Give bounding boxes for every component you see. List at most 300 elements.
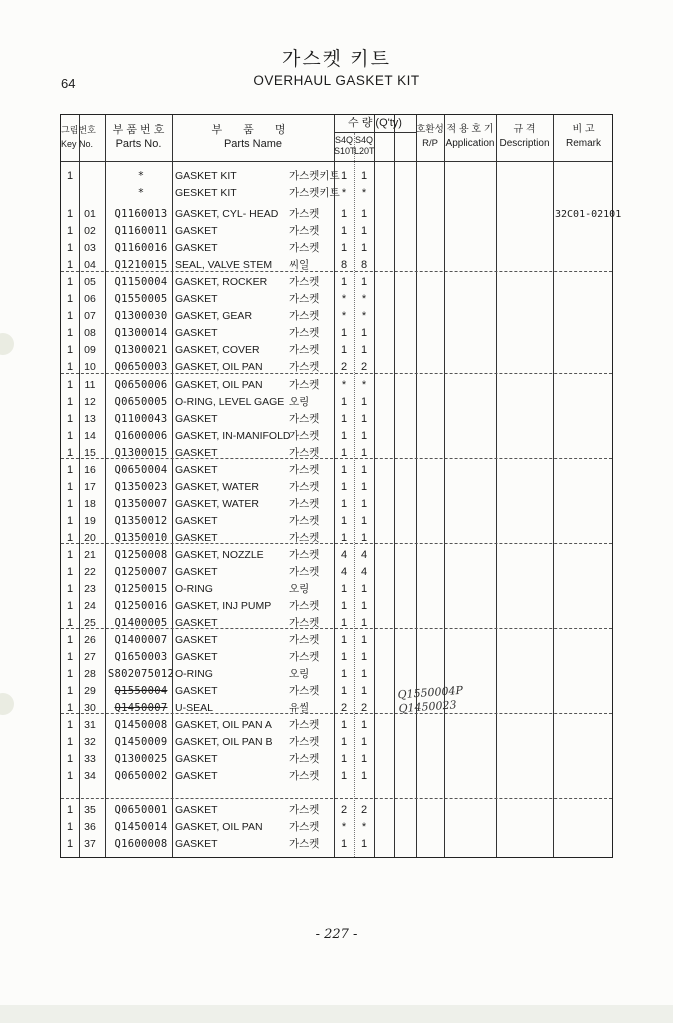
table-row [61,649,612,666]
part-number: Q1160013 [114,208,168,220]
part-name: GASKET [175,293,218,305]
part-name-korean: 가스켓 [289,242,320,254]
qty-s10t: * [341,821,347,833]
part-name: GASKET [175,413,218,425]
part-name-korean: 가스켓 [289,600,320,612]
part-name-korean: 가스켓 [289,413,320,425]
part-number: Q1210015 [114,259,168,271]
part-name-korean: 가스켓 [289,276,320,288]
qty-l20t: 1 [360,242,368,254]
table-row [61,462,612,479]
part-name: U-SEAL [175,702,213,714]
key-header: 그림번호 Key No. [61,125,96,149]
part-name: GASKET [175,634,218,646]
part-name: GASKET [175,464,218,476]
item-number: 16 [84,464,96,476]
part-name: GASKET, CYL- HEAD [175,208,279,220]
qty-s10t: 1 [340,464,348,476]
part-name-korean: 가스켓 [289,379,320,391]
table-row [61,717,612,734]
qty-s10t: 1 [340,583,348,595]
part-name-korean: 가스켓 [289,719,320,731]
qty-s10t: 1 [340,719,348,731]
part-name-korean: 가스켓 [289,344,320,356]
part-name: GESKET KIT [175,187,237,199]
item-number: 37 [84,838,96,850]
part-name-korean: 가스켓 [289,498,320,510]
item-number: 18 [84,498,96,510]
part-name: GASKET, OIL PAN [175,379,263,391]
qty-l20t: 1 [360,668,368,680]
qty-l20t: 2 [360,361,368,373]
item-number: 08 [84,327,96,339]
qty-s10t: 2 [340,804,348,816]
remark-header: 비 고 Remark [565,124,601,149]
table-row [61,445,612,462]
part-number: Q1350023 [114,481,168,493]
application-header: 적 용 호 기 Application [445,124,495,149]
qty-l20t: 1 [360,583,368,595]
item-number: 22 [84,566,96,578]
key-number: 1 [66,170,74,182]
part-number: Q0650003 [114,361,168,373]
item-number: 34 [84,770,96,782]
key-number: 1 [66,327,74,339]
item-number: 17 [84,481,96,493]
table-row [61,223,612,240]
key-number: 1 [66,361,74,373]
item-number: 31 [84,719,96,731]
qty-l20t: 1 [360,447,368,459]
table-row [61,291,612,308]
qty-l20t: 1 [360,719,368,731]
qty-s10t: 1 [340,481,348,493]
parts-no-header: 부 품 번 호 Parts No. [112,124,165,150]
qty-l20t: 4 [360,566,368,578]
qty-s10t: 1 [340,617,348,629]
item-number: 25 [84,617,96,629]
qty-s10t: 1 [340,242,348,254]
part-number: Q1300025 [114,753,168,765]
part-name: GASKET [175,770,218,782]
qty-s10t: 1 [340,498,348,510]
part-name-korean: 가스켓 [289,447,320,459]
qty-l20t: 1 [360,515,368,527]
key-number: 1 [66,753,74,765]
qty-l20t: * [361,293,367,305]
key-number: 1 [66,225,74,237]
qty-s10t: 1 [340,770,348,782]
key-number: 1 [66,651,74,663]
qty-l20t: 1 [360,651,368,663]
item-number: 11 [84,379,96,391]
part-name-korean: 가스켓 [289,753,320,765]
table-row [61,185,612,202]
key-number: 1 [66,770,74,782]
key-number: 1 [66,310,74,322]
table-row [61,581,612,598]
qty-l20t: 1 [360,430,368,442]
qty-l20t: 8 [360,259,368,271]
item-number: 04 [84,259,96,271]
table-row [61,496,612,513]
part-name: GASKET, OIL PAN B [175,736,273,748]
part-name-korean: 가스켓 [289,838,320,850]
part-name: GASKET, IN-MANIFOLD [175,430,291,442]
item-number: 14 [84,430,96,442]
item-number: 21 [84,549,96,561]
item-number: 33 [84,753,96,765]
qty-s10t: 1 [340,651,348,663]
key-number: 1 [66,430,74,442]
qty-s10t: 1 [340,430,348,442]
qty-s10t: 1 [340,276,348,288]
qty-s10t: 1 [340,396,348,408]
part-number: Q0650006 [114,379,168,391]
qty-s10t: 1 [340,327,348,339]
part-number: Q1350007 [114,498,168,510]
qty-s10t: 1 [340,634,348,646]
part-number: Q1160016 [114,242,168,254]
key-number: 1 [66,566,74,578]
table-row [61,564,612,581]
qty-s10t: 1 [340,600,348,612]
qty-s10t: 4 [340,566,348,578]
table-row [61,240,612,257]
part-name-korean: 가스켓 [289,310,320,322]
table-row [61,768,612,785]
item-number: 23 [84,583,96,595]
key-number: 1 [66,276,74,288]
part-name: GASKET, OIL PAN [175,361,263,373]
qty-l20t: 1 [360,396,368,408]
remark: 32C01-02101 [555,209,622,220]
part-name: GASKET [175,532,218,544]
qty-s10t: 1 [340,225,348,237]
part-number: Q0650005 [114,396,168,408]
qty-s10t: 1 [340,685,348,697]
part-name-korean: 가스켓 [289,651,320,663]
part-number: Q1550004 [114,685,168,697]
table-row [61,342,612,359]
qty-s10t: * [341,310,347,322]
key-number: 1 [66,617,74,629]
item-number: 30 [84,702,96,714]
part-name-korean: 가스켓 [289,617,320,629]
item-number: 15 [84,447,96,459]
qty-s10t: 1 [340,515,348,527]
qty-col1-header: S4Q S10T [334,135,356,156]
item-number: 29 [84,685,96,697]
qty-l20t: 1 [360,498,368,510]
qty-s10t: * [341,293,347,305]
key-number: 1 [66,379,74,391]
table-row [61,308,612,325]
part-number: * [137,187,145,199]
qty-l20t: 1 [360,208,368,220]
qty-l20t: 1 [360,344,368,356]
table-row [61,411,612,428]
table-row [61,257,612,274]
key-number: 1 [66,583,74,595]
parts-name-header: 부 품 명 Parts Name [211,124,295,150]
page-number: 64 [61,76,76,91]
key-number: 1 [66,668,74,680]
part-name: O-RING [175,583,213,595]
key-number: 1 [66,600,74,612]
table-row [61,377,612,394]
table-row [61,274,612,291]
qty-s10t: * [341,187,347,199]
part-number: Q1350010 [114,532,168,544]
part-name-korean: 가스켓키트 [289,170,340,182]
part-name-korean: 가스켓 [289,515,320,527]
part-name-korean: 가스켓 [289,566,320,578]
part-number: Q1300015 [114,447,168,459]
part-number: Q1600008 [114,838,168,850]
part-name: GASKET [175,804,218,816]
part-name: GASKET, WATER [175,498,260,510]
qty-s10t: 1 [340,170,348,182]
key-number: 1 [66,634,74,646]
qty-s10t: 2 [340,361,348,373]
key-number: 1 [66,293,74,305]
key-number: 1 [66,702,74,714]
item-number: 36 [84,821,96,833]
qty-l20t: 1 [360,600,368,612]
part-number: Q1450014 [114,821,168,833]
part-number: Q1150004 [114,276,168,288]
table-row [61,836,612,853]
item-number: 20 [84,532,96,544]
part-name-korean: 가스켓 [289,770,320,782]
part-number: Q1250008 [114,549,168,561]
part-name: GASKET [175,447,218,459]
key-number: 1 [66,685,74,697]
page-title-korean: 가스켓 키트 [281,49,392,70]
part-number: * [137,170,145,182]
qty-s10t: 1 [340,344,348,356]
qty-s10t: 1 [340,413,348,425]
table-row [61,615,612,632]
punch-hole [0,693,14,715]
part-name-korean: 가스켓 [289,481,320,493]
table-row [61,666,612,683]
part-name-korean: 가스켓 [289,464,320,476]
item-number: 12 [84,396,96,408]
item-number: 09 [84,344,96,356]
item-number: 02 [84,225,96,237]
part-name-korean: 가스켓 [289,327,320,339]
part-name-korean: 가스켓 [289,634,320,646]
qty-s10t: 1 [340,208,348,220]
part-name: GASKET [175,515,218,527]
part-name-korean: 오링 [289,668,310,680]
qty-s10t: 1 [340,447,348,459]
qty-l20t: 1 [360,225,368,237]
item-number: 10 [84,361,96,373]
part-name-korean: 가스켓 [289,549,320,561]
qty-l20t: 1 [360,753,368,765]
part-name: GASKET [175,327,218,339]
part-name: O-RING, LEVEL GAGE [175,396,285,408]
part-number: Q1160011 [114,225,168,237]
part-number: Q0650004 [114,464,168,476]
part-name-korean: 씨일 [289,259,310,271]
item-number: 32 [84,736,96,748]
part-name-korean: 가스켓 [289,821,320,833]
table-row [61,683,612,700]
part-name-korean: 가스켓 [289,532,320,544]
item-number: 24 [84,600,96,612]
table-row [61,751,612,768]
qty-s10t: 8 [340,259,348,271]
parts-table [60,114,622,858]
part-number: S802075012 [107,668,175,680]
part-name-korean: 가스켓 [289,685,320,697]
item-number: 05 [84,276,96,288]
key-number: 1 [66,413,74,425]
part-name-korean: 오링 [289,583,310,595]
qty-header: 수 량 (Q'ty) [348,117,402,129]
key-number: 1 [66,259,74,271]
part-name: GASKET, COVER [175,344,260,356]
key-number: 1 [66,838,74,850]
key-number: 1 [66,532,74,544]
part-name: GASKET KIT [175,170,237,182]
part-name-korean: 가스켓 [289,293,320,305]
qty-l20t: 1 [360,170,368,182]
table-row [61,394,612,411]
part-name-korean: 가스켓 [289,430,320,442]
key-number: 1 [66,396,74,408]
part-number: Q1600006 [114,430,168,442]
scan-edge [0,1005,673,1023]
qty-l20t: 1 [360,770,368,782]
punch-hole [0,333,14,355]
qty-l20t: * [361,310,367,322]
table-row [61,513,612,530]
qty-l20t: 1 [360,327,368,339]
part-name: GASKET, GEAR [175,310,253,322]
part-number: Q1400005 [114,617,168,629]
qty-l20t: 1 [360,413,368,425]
table-row [61,206,622,223]
key-number: 1 [66,821,74,833]
part-name: GASKET [175,838,218,850]
item-number: 19 [84,515,96,527]
key-number: 1 [66,515,74,527]
part-name-korean: 가스켓 [289,208,320,220]
part-name: GASKET [175,617,218,629]
part-name: GASKET, OIL PAN [175,821,263,833]
part-name: GASKET, ROCKER [175,276,268,288]
table-row [61,359,612,376]
qty-s10t: 1 [340,753,348,765]
part-name: GASKET [175,566,218,578]
key-number: 1 [66,549,74,561]
item-number: 35 [84,804,96,816]
part-name: GASKET [175,651,218,663]
qty-s10t: 1 [340,532,348,544]
part-name: GASKET, OIL PAN A [175,719,272,731]
part-name-korean: 가스켓 [289,361,320,373]
table-row [61,479,612,496]
qty-l20t: 1 [360,464,368,476]
key-number: 1 [66,804,74,816]
part-number: Q1450007 [114,702,168,714]
item-number: 06 [84,293,96,305]
part-number: Q1250016 [114,600,168,612]
part-name-korean: 유씰 [289,702,310,714]
key-number: 1 [66,719,74,731]
qty-l20t: 2 [360,702,368,714]
qty-l20t: * [361,821,367,833]
table-row [61,428,612,445]
table-row [61,632,612,649]
qty-l20t: 1 [360,634,368,646]
part-number: Q1300021 [114,344,168,356]
qty-l20t: 1 [360,838,368,850]
part-number: Q1250015 [114,583,168,595]
qty-l20t: 1 [360,736,368,748]
qty-l20t: * [361,187,367,199]
table-row [61,325,612,342]
qty-l20t: 1 [360,617,368,629]
part-name-korean: 가스켓키트 [289,187,340,199]
table-row [61,598,612,615]
part-name: GASKET, WATER [175,481,260,493]
key-number: 1 [66,447,74,459]
table-row [61,547,612,564]
qty-s10t: 1 [340,736,348,748]
qty-col2-header: S4Q L20T [354,135,375,156]
table-row [61,168,612,185]
part-number: Q1650003 [114,651,168,663]
handwritten-note: Q1550004P Q1450023 [397,683,464,716]
table-row [61,819,612,836]
qty-l20t: 1 [360,685,368,697]
part-number: Q1350012 [114,515,168,527]
qty-l20t: * [361,379,367,391]
qty-l20t: 4 [360,549,368,561]
item-number: 28 [84,668,96,680]
key-number: 1 [66,481,74,493]
part-name-korean: 가스켓 [289,804,320,816]
qty-s10t: * [341,379,347,391]
part-name-korean: 가스켓 [289,225,320,237]
key-number: 1 [66,344,74,356]
key-number: 1 [66,242,74,254]
page-title: OVERHAUL GASKET KIT [253,73,420,88]
part-name: GASKET [175,242,218,254]
qty-s10t: 1 [340,838,348,850]
qty-s10t: 2 [340,702,348,714]
qty-s10t: 1 [340,668,348,680]
part-name: GASKET [175,753,218,765]
table-row [61,700,612,717]
item-number: 01 [84,208,96,220]
part-name: GASKET, NOZZLE [175,549,264,561]
part-name: GASKET [175,685,218,697]
qty-l20t: 1 [360,276,368,288]
part-name: SEAL, VALVE STEM [175,259,273,271]
item-number: 27 [84,651,96,663]
key-number: 1 [66,736,74,748]
table-row [61,802,612,819]
key-number: 1 [66,498,74,510]
part-number: Q1450008 [114,719,168,731]
